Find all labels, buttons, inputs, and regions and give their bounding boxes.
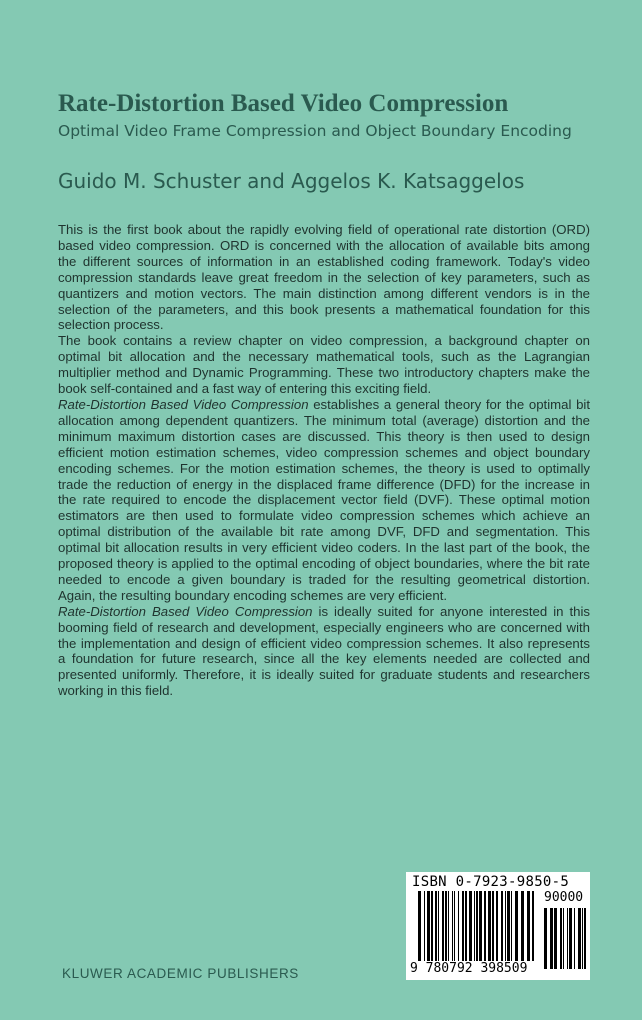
barcode-bar: [574, 908, 575, 969]
barcode-bar: [465, 891, 467, 969]
barcode-bar: [507, 891, 510, 969]
barcode-bar: [569, 908, 572, 969]
price-addon-digits: 90000: [544, 890, 584, 905]
publisher-name: KLUWER ACADEMIC PUBLISHERS: [62, 966, 299, 981]
ean-digits: 9 780792 398509: [410, 961, 542, 976]
barcode-bar: [442, 891, 444, 969]
barcode-bar: [438, 891, 439, 969]
barcode-bar: [479, 891, 482, 969]
blurb-paragraph-3-text: establishes a general theory for the optimal bit allocation among dependent quantizers. The minimum total (average) distortion and the minimum maximum distortion cases are discussed. This theory is then used to design efficient motion estimation schemes, video compression schemes and object boundary encoding schemes. For the motion estimation schemes, the theory is used to optimally trade the reduction of energy in the displaced frame difference (DFD) for the increase in the rate required to encode the displacement vector field (DVF). These optimal motion estimators are then used to formulate video compression schemes which achieve an optimal distribution of the available bit rate among DVF, DFD and segmentation. This optimal bit allocation results in very efficient video coders. In the last part of the book, the proposed theory is applied to the optimal encoding of object boundaries, where the bit rate needed to encode a given boundary is traded for the resulting geometrical distortion. Again, the resulting boundary encoding schemes are very efficient.: [58, 396, 590, 603]
barcode-bar: [527, 891, 530, 969]
isbn-barcode: [406, 872, 590, 980]
barcode-bar: [582, 908, 583, 969]
back-cover-blurb: [58, 222, 590, 699]
book-title: Rate-Distortion Based Video Compression: [58, 90, 509, 117]
barcode-bar: [554, 908, 557, 969]
barcode-bar: [496, 891, 498, 969]
barcode-bar: [469, 891, 472, 969]
barcode-bar: [515, 891, 518, 969]
barcode-bar: [544, 908, 547, 969]
barcode-bar: [452, 891, 453, 969]
barcode-bar: [492, 891, 494, 969]
barcode-bar: [476, 891, 478, 969]
isbn-number: ISBN 0-7923-9850-5: [412, 874, 570, 890]
barcode-bar: [511, 891, 512, 969]
barcode-bar: [484, 891, 486, 969]
barcode-bar: [424, 891, 425, 969]
barcode-bar: [584, 908, 586, 969]
barcode-bar: [532, 891, 534, 969]
blurb-title-ref-1: Rate-Distortion Based Video Compression: [58, 396, 309, 412]
addon-barcode-bars: [544, 908, 586, 969]
barcode-bar: [448, 891, 449, 969]
blurb-paragraph-3: [58, 397, 590, 604]
barcode-bar: [488, 891, 491, 969]
blurb-title-ref-2: Rate-Distortion Based Video Compression: [58, 603, 313, 619]
barcode-bar: [521, 891, 524, 969]
barcode-bar: [505, 891, 506, 969]
blurb-paragraph-2: The book contains a review chapter on video compression, a background chapter on optimal bit allocation and the necessary mathematical tools, such as the Lagrangian multiplier method and Dynamic Programming. These two introductory chapters make the book self-contained and a fast way of entering this exciting field.: [58, 333, 590, 397]
barcode-bar: [427, 891, 430, 969]
barcode-bar: [501, 891, 503, 969]
blurb-paragraph-1: This is the first book about the rapidly evolving field of operational rate distortion (ORD) based video compression. ORD is concerned with the allocation of available bits among the different sources of information in an established coding framework. Today's video compression standards leave great freedom in the selection of key parameters, such as quantizers and motion vectors. The main distinction among different vendors is in the selection of the parameters, and this book presents a mathematical foundation for this selection process.: [58, 222, 590, 333]
barcode-bar: [418, 891, 421, 969]
blurb-paragraph-4-text: is ideally suited for anyone interested in this booming field of research and development, especially engineers who are concerned with the implementation and design of efficient video compression schemes. It also represents a foundation for future research, since all the key elements needed are collected and presented uniformly. Therefore, it is ideally suited for graduate students and researchers working in this field.: [58, 603, 590, 699]
ean-barcode-bars: [418, 891, 536, 969]
blurb-paragraph-4: [58, 604, 590, 699]
barcode-bar: [563, 908, 564, 969]
book-subtitle: Optimal Video Frame Compression and Object Boundary Encoding: [58, 122, 572, 140]
barcode-bar: [474, 891, 475, 969]
book-authors: Guido M. Schuster and Aggelos K. Katsaggelos: [58, 169, 525, 193]
barcode-bar: [567, 908, 568, 969]
barcode-bar: [445, 891, 447, 969]
barcode-bar: [431, 891, 433, 969]
barcode-bar: [560, 908, 562, 969]
barcode-bar: [550, 908, 553, 969]
barcode-bar: [435, 891, 437, 969]
barcode-bar: [462, 891, 464, 969]
barcode-bar: [578, 908, 581, 969]
barcode-bar: [458, 891, 459, 969]
barcode-bar: [454, 891, 455, 969]
